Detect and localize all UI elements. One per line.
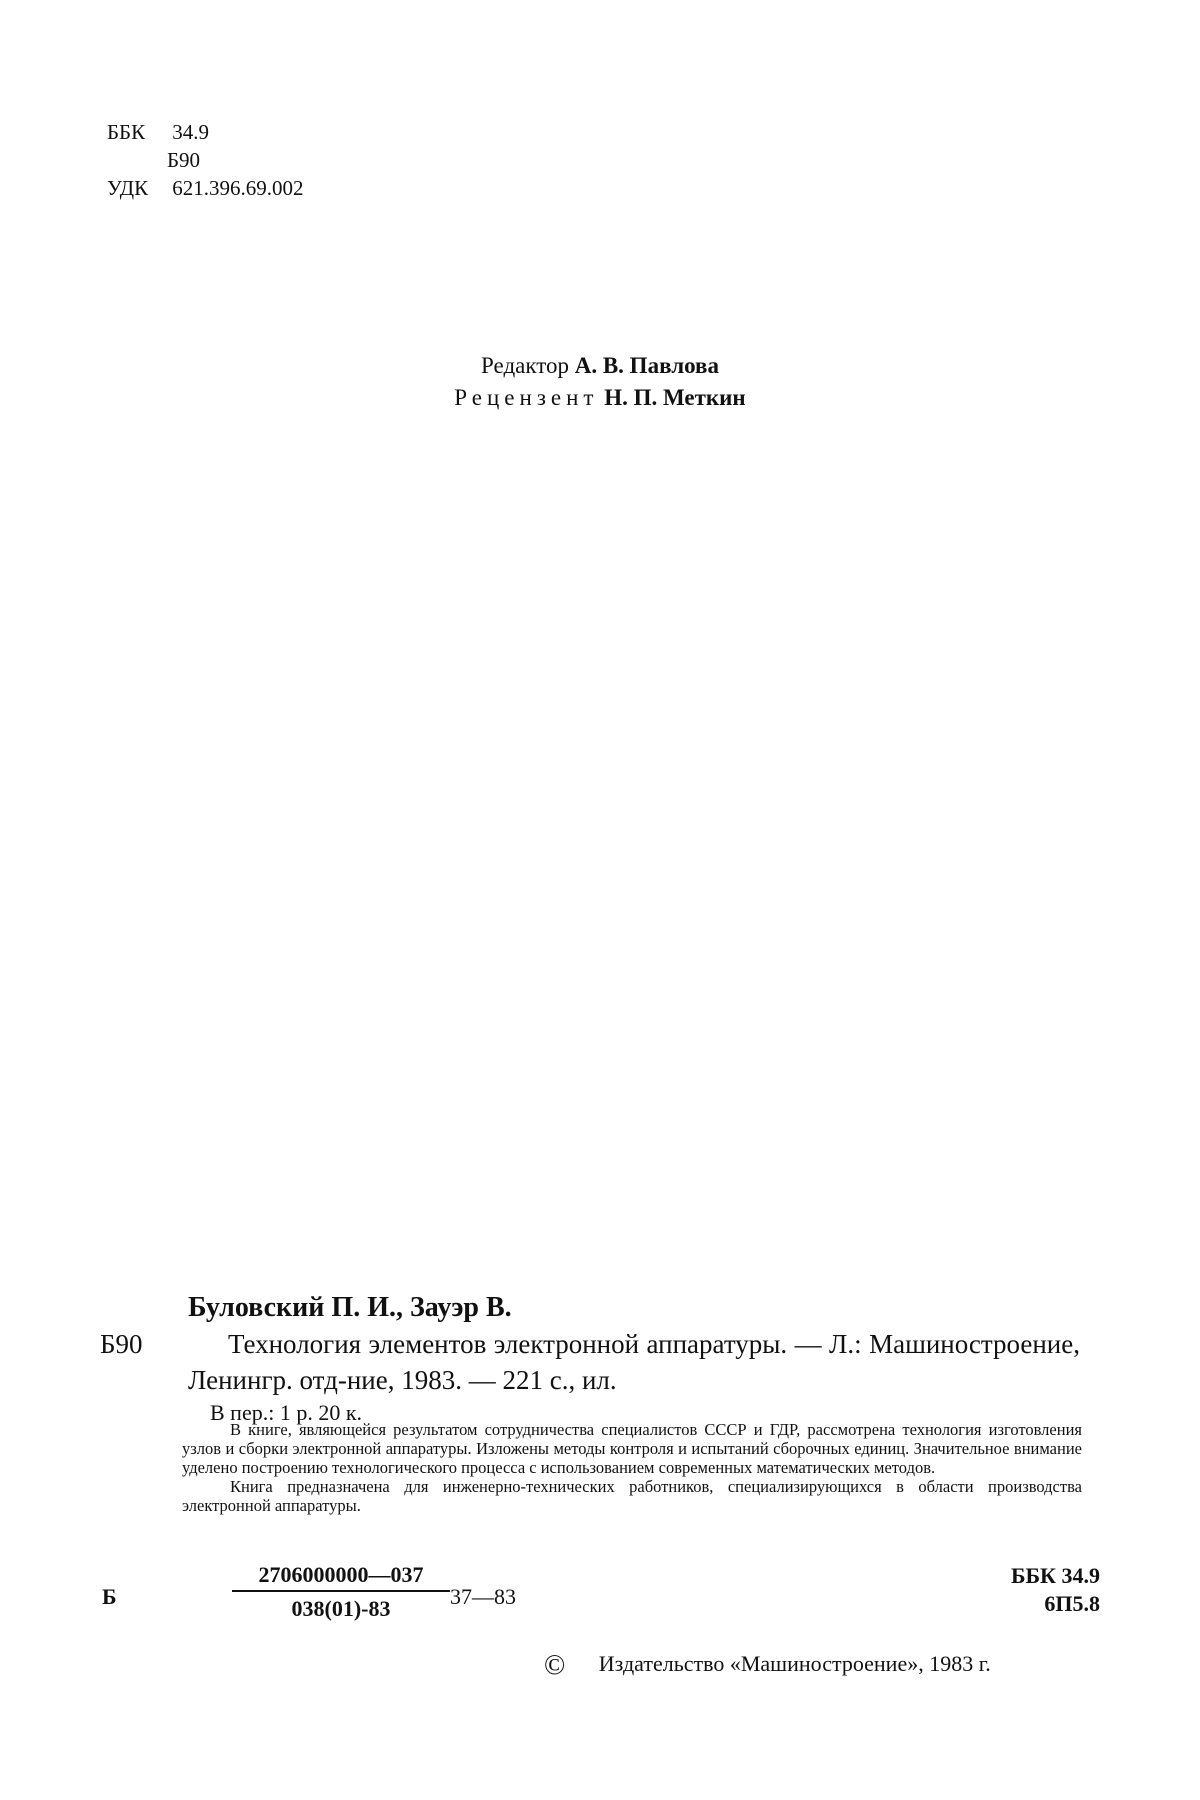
bbk-value: 34.9 [172, 120, 209, 144]
editor-line [380, 350, 820, 382]
classification-block [107, 118, 304, 202]
catalog-right-block [1011, 1562, 1100, 1618]
editor-role: Редактор [481, 353, 569, 378]
catalog-denominator: 038(01)-83 [291, 1596, 391, 1621]
catalog-code-line [100, 1562, 1100, 1632]
bbk-label: ББК [107, 120, 146, 144]
copyright-text: Издательство «Машиностроение», 1983 г. [598, 1651, 991, 1676]
udk-label: УДК [107, 176, 149, 200]
record-authors: Буловский П. И., Зауэр В. [188, 1292, 512, 1323]
abstract-paragraph: В книге, являющейся результатом сотрудничества специалистов СССР и ГДР, рассмотрена технология изготовления узлов и сборки электронной аппаратуры. Изложены методы контроля и испытаний сборочных единиц. Значительное внимание уделено построению технологического процесса с использованием современных математических методов. [182, 1420, 1082, 1477]
catalog-fraction [232, 1562, 450, 1622]
abstract-paragraph: Книга предназначена для инженерно-технических работников, специализирующихся в области производства электронной аппаратуры. [182, 1477, 1082, 1515]
credits-block [380, 350, 820, 414]
reviewer-line [380, 382, 820, 414]
record-code: Б90 [100, 1329, 143, 1359]
catalog-code: 6П5.8 [1044, 1591, 1100, 1616]
record-entry [100, 1326, 1080, 1398]
catalog-letter: Б [102, 1584, 117, 1609]
catalog-numerator: 2706000000—037 [232, 1562, 450, 1592]
reviewer-name: Н. П. Меткин [604, 385, 746, 410]
abstract [182, 1420, 1082, 1515]
catalog-bbk: ББК 34.9 [1010, 1563, 1100, 1588]
editor-name: А. В. Павлова [574, 353, 719, 378]
author-mark-row [107, 146, 304, 174]
catalog-suffix: 37—83 [450, 1584, 516, 1609]
bibliographic-record [100, 1290, 1080, 1428]
udk-value: 621.396.69.002 [172, 176, 304, 200]
udk-row [107, 174, 304, 202]
record-price: В пер.: 1 р. 20 к. [210, 1400, 363, 1425]
bbk-row [107, 118, 304, 146]
author-mark: Б90 [167, 148, 201, 172]
reviewer-role: Рецензент [454, 385, 599, 410]
copyright-line [544, 1650, 991, 1682]
copyright-icon: © [544, 1650, 566, 1681]
record-description: Технология элементов электронной аппаратуры. — Л.: Машиностроение, Ленингр. отд-ние, 1983. — 221 с., ил. [188, 1329, 1080, 1395]
